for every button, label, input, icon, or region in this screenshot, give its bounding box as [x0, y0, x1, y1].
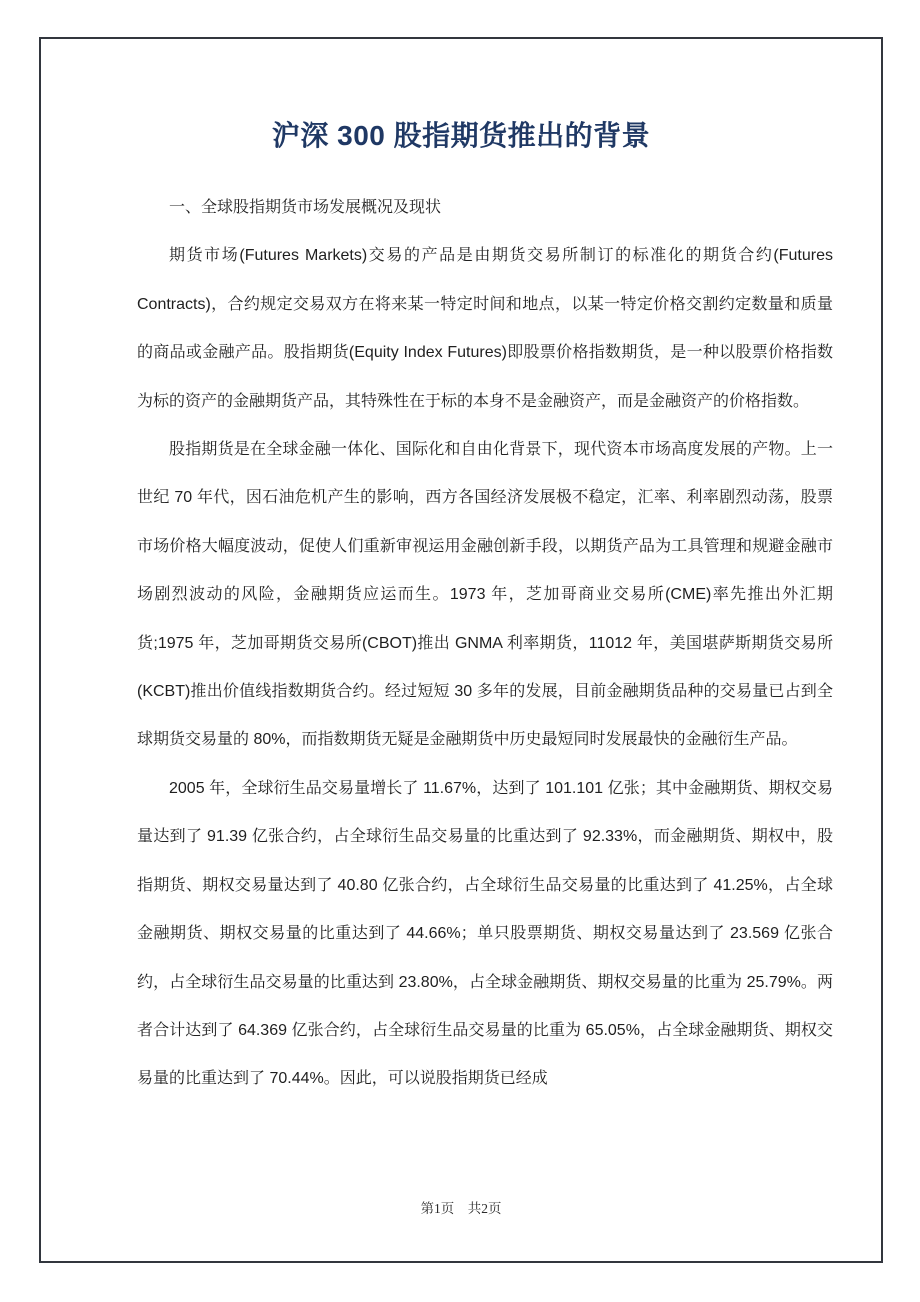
paragraph: 期货市场(Futures Markets)交易的产品是由期货交易所制订的标准化的期货合约(Futures Contracts)，合约规定交易双方在将来某一特定时间和地点，以某一特定价格交割约定数量和质量的商品或金融产品。股指期货(Equity Index Futures)即股票价格指数期货，是一种以股票价格指数为标的资产的金融期货产品，其特殊性在于标的本身不是金融资产，而是金融资产的价格指数。: [137, 247, 833, 410]
page-title: 沪深 300 股指期货推出的背景: [271, 120, 651, 151]
document-body: [137, 184, 833, 1104]
page-footer: [39, 1200, 883, 1218]
paragraph: 股指期货是在全球金融一体化、国际化和自由化背景下，现代资本市场高度发展的产物。上一世纪 70 年代，因石油危机产生的影响，西方各国经济发展极不稳定，汇率、利率剧烈动荡，股票市场价格大幅度波动，促使人们重新审视运用金融创新手段，以期货产品为工具管理和规避金融市场剧烈波动的风险，金融期货应运而生。1973 年，芝加哥商业交易所(CME)率先推出外汇期货;1975 年，芝加哥期货交易所(CBOT)推出 GNMA 利率期货，11012 年，美国堪萨斯期货交易所(KCBT)推出价值线指数期货合约。经过短短 30 多年的发展，目前金融期货品种的交易量已占到全球期货交易量的 80%，而指数期货无疑是金融期货中历史最短同时发展最快的金融衍生产品。: [137, 441, 833, 749]
paragraph: 2005 年，全球衍生品交易量增长了 11.67%，达到了 101.101 亿张；其中金融期货、期权交易量达到了 91.39 亿张合约，占全球衍生品交易量的比重达到了 92.33%，而金融期货、期权中，股指期货、期权交易量达到了 40.80 亿张合约，占全球衍生品交易量的比重达到了 41.25%，占全球金融期货、期权交易量的比重达到了 44.66%；单只股票期货、期权交易量达到了 23.569 亿张合约，占全球衍生品交易量的比重达到 23.80%，占全球金融期货、期权交易量的比重为 25.79%。两者合计达到了 64.369 亿张合约，占全球衍生品交易量的比重为 65.05%，占全球金融期货、期权交易量的比重达到了 70.44%。因此，可以说股指期货已经成: [137, 779, 833, 1088]
section-heading: 一、全球股指期货市场发展概况及现状: [169, 199, 442, 216]
page-number: 第1页 共2页: [420, 1201, 502, 1216]
